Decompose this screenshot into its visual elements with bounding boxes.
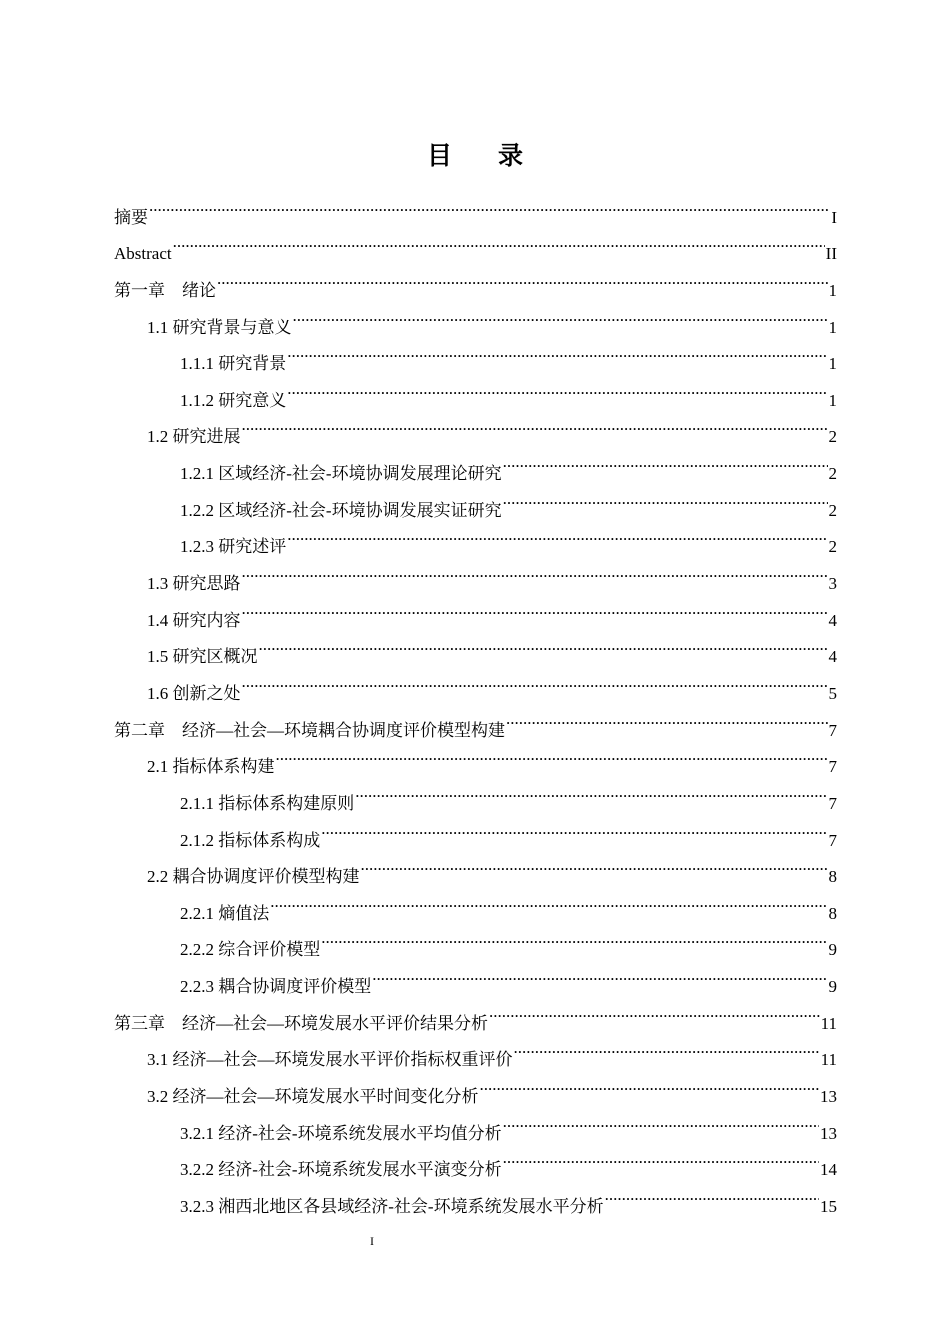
toc-entry-title: 1.2 研究进展	[147, 427, 241, 447]
title-char-2: 录	[498, 141, 524, 170]
toc-dot-leader	[480, 1065, 820, 1102]
toc-entry-page: II	[825, 244, 837, 264]
toc-entry-page: 8	[828, 903, 837, 923]
toc-dot-leader	[321, 919, 827, 956]
page-title	[0, 136, 950, 172]
toc-entry-title: 3.2.1 经济-社会-环境系统发展水平均值分析	[180, 1123, 502, 1143]
toc-dot-leader	[270, 882, 827, 919]
toc-entry-title: 3.1 经济—社会—环境发展水平评价指标权重评价	[147, 1050, 513, 1070]
toc-entry-title: 1.2.1 区域经济-社会-环境协调发展理论研究	[180, 464, 502, 484]
toc-dot-leader	[217, 259, 828, 296]
toc-entry-title: 2.2.3 耦合协调度评价模型	[180, 977, 372, 997]
toc-dot-leader	[361, 846, 828, 883]
toc-dot-leader	[242, 406, 828, 443]
toc-entry-title: 1.1.1 研究背景	[180, 354, 287, 374]
toc-dot-leader	[242, 552, 828, 589]
toc-entry-title: 第三章 经济—社会—环境发展水平评价结果分析	[114, 1013, 488, 1033]
toc-entry-title: 2.1.1 指标体系构建原则	[180, 793, 355, 813]
toc-entry-page: 7	[828, 830, 837, 850]
toc-dot-leader	[293, 296, 828, 333]
toc-entry-title: Abstract	[114, 244, 172, 264]
toc-dot-leader	[173, 223, 825, 260]
toc-dot-leader	[503, 1102, 819, 1139]
toc-entry-page: 5	[828, 683, 837, 703]
toc-entry-page: 15	[820, 1196, 837, 1216]
toc-entry[interactable]	[114, 259, 837, 300]
toc-entry-page: 2	[828, 464, 837, 484]
toc-entry-title: 2.1 指标体系构建	[147, 757, 275, 777]
page-number: I	[370, 1234, 374, 1248]
toc-entry-title: 摘要	[114, 207, 148, 227]
toc-dot-leader	[276, 736, 828, 773]
toc-entry-title: 3.2.3 湘西北地区各县域经济-社会-环境系统发展水平分析	[180, 1196, 604, 1216]
toc-entry-title: 2.2.2 综合评价模型	[180, 940, 321, 960]
toc-dot-leader	[372, 955, 827, 992]
toc-dot-leader	[149, 186, 830, 223]
toc-entry-title: 1.2.2 区域经济-社会-环境协调发展实证研究	[180, 500, 502, 520]
toc-entry-page: 4	[828, 647, 837, 667]
toc-entry-page: 11	[820, 1013, 837, 1033]
toc-entry-page: 1	[828, 280, 837, 300]
toc-entry-page: 7	[828, 793, 837, 813]
toc-entry-page: 1	[828, 390, 837, 410]
toc-entry-page: 3	[828, 574, 837, 594]
toc-dot-leader	[503, 1139, 819, 1176]
toc-dot-leader	[503, 442, 828, 479]
toc-entry-title: 1.5 研究区概况	[147, 647, 258, 667]
toc-entry-title: 第一章 绪论	[114, 280, 216, 300]
toc-dot-leader	[287, 333, 827, 370]
toc-dot-leader	[287, 516, 827, 553]
toc-entry-page: 13	[820, 1087, 837, 1107]
toc-dot-leader	[489, 992, 820, 1029]
toc-entry[interactable]	[114, 223, 837, 264]
toc-entry-page: I	[831, 207, 837, 227]
toc-entry-title: 2.2 耦合协调度评价模型构建	[147, 867, 360, 887]
toc-dot-leader	[503, 479, 828, 516]
toc-entry-page: 8	[828, 867, 837, 887]
toc-entry-title: 3.2 经济—社会—环境发展水平时间变化分析	[147, 1087, 479, 1107]
toc-entry-title: 2.1.2 指标体系构成	[180, 830, 321, 850]
toc-entry-page: 9	[828, 977, 837, 997]
toc-entry-page: 14	[820, 1160, 837, 1180]
toc-dot-leader	[514, 1029, 820, 1066]
toc-entry[interactable]	[114, 186, 837, 227]
toc-dot-leader	[355, 772, 827, 809]
toc-dot-leader	[242, 589, 828, 626]
toc-dot-leader	[506, 699, 828, 736]
toc-entry-title: 第二章 经济—社会—环境耦合协调度评价模型构建	[114, 720, 505, 740]
toc-entry-title: 1.3 研究思路	[147, 574, 241, 594]
toc-entry-title: 1.4 研究内容	[147, 610, 241, 630]
toc-entry-page: 1	[828, 317, 837, 337]
toc-entry-title: 1.6 创新之处	[147, 683, 241, 703]
toc-entry-title: 3.2.2 经济-社会-环境系统发展水平演变分析	[180, 1160, 502, 1180]
toc-entry-page: 7	[828, 720, 837, 740]
toc-entry-title: 1.1.2 研究意义	[180, 390, 287, 410]
table-of-contents	[114, 186, 837, 1216]
toc-entry[interactable]	[114, 296, 837, 337]
toc-entry-title: 1.1 研究背景与意义	[147, 317, 292, 337]
toc-entry-title: 1.2.3 研究述评	[180, 537, 287, 557]
toc-entry-page: 2	[828, 427, 837, 447]
toc-entry-page: 11	[820, 1050, 837, 1070]
toc-entry-page: 7	[828, 757, 837, 777]
toc-entry-page: 13	[820, 1123, 837, 1143]
toc-entry-page: 9	[828, 940, 837, 960]
toc-entry-page: 1	[828, 354, 837, 374]
toc-dot-leader	[605, 1175, 819, 1212]
toc-entry-page: 2	[828, 537, 837, 557]
toc-entry-page: 2	[828, 500, 837, 520]
title-char-1: 目	[426, 141, 452, 170]
toc-dot-leader	[259, 626, 828, 663]
toc-dot-leader	[321, 809, 827, 846]
toc-entry-title: 2.2.1 熵值法	[180, 903, 270, 923]
toc-entry-page: 4	[828, 610, 837, 630]
toc-dot-leader	[287, 369, 827, 406]
toc-dot-leader	[242, 662, 828, 699]
